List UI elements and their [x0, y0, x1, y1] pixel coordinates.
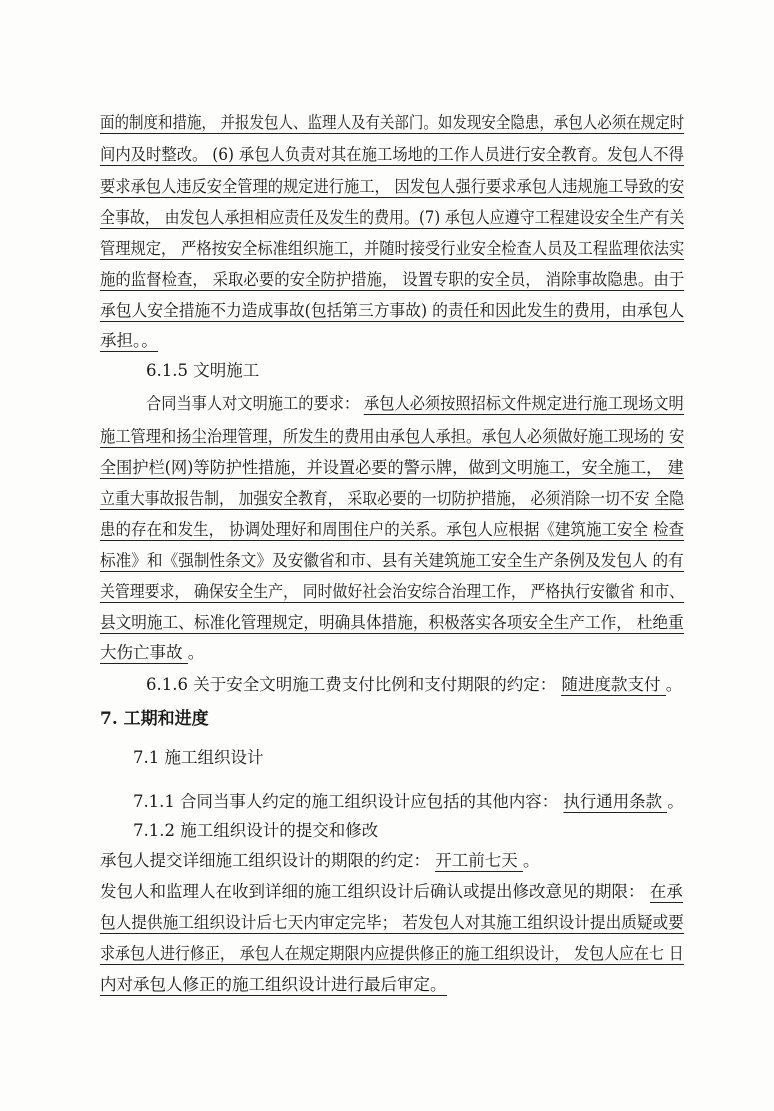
text-line: 患的存在和发生， 协调处理好和周围住户的关系。承包人应根据《建筑施工安全 检查 — [100, 520, 684, 539]
text-line: 要求承包人违反安全管理的规定进行施工， 因发包人强行要求承包人违规施工导致的安 — [100, 177, 685, 196]
text-line: 施工管理和扬尘治理管理，所发生的费用由承包人承担。承包人必须做好施工现场的 安 — [100, 427, 685, 446]
text-line: 承担。。 — [100, 331, 158, 350]
text-line: 6.1.6 关于安全文明施工费支付比例和支付期限的约定： 随进度款支付 。 — [146, 675, 683, 694]
text-line: 大伤亡事故 。 — [100, 643, 205, 662]
text-line: 立重大事故报告制， 加强安全教育， 采取必要的一切防护措施， 必须消除一切不安 全隐 — [100, 489, 684, 508]
text-line: 7.1.1 合同当事人约定的施工组织设计应包括的其他内容： 执行通用条款 。 — [133, 792, 684, 811]
text-line: 县文明施工、标准化管理规定，明确具体措施，积极落实各项安全生产工作， 杜绝重 — [100, 613, 684, 632]
text-line: 全围护栏(网)等防护性措施，并设置必要的警示牌，做到文明施工，安全施工， 建 — [100, 458, 684, 477]
text-line: 内对承包人修正的施工组织设计进行最后审定。 — [100, 975, 447, 994]
text-line: 间内及时整改。 (6) 承包人负责对其在施工场地的工作人员进行安全教育。发包人不得 — [100, 145, 684, 164]
text-line: 合同当事人对文明施工的要求： 承包人必须按照招标文件规定进行施工现场文明 — [146, 394, 684, 413]
text-line: 管理规定， 严格按安全标准组织施工，并随时接受行业安全检查人员及工程监理依法实 — [100, 239, 685, 258]
text-line: 包人提供施工组织设计后七天内审定完毕； 若发包人对其施工组织设计提出质疑或要 — [100, 913, 684, 932]
text-line: 承包人安全措施不力造成事故(包括第三方事故) 的责任和因此发生的费用，由承包人 — [100, 301, 685, 320]
section-heading: 6.1.5 文明施工 — [146, 361, 260, 380]
text-line: 施的监督检查， 采取必要的安全防护措施， 设置专职的安全员， 消除事故隐患。由于 — [100, 270, 685, 289]
text-line: 求承包人进行修正， 承包人在规定期限内应提供修正的施工组织设计， 发包人应在七 日 — [100, 944, 684, 963]
section-heading: 7.1.2 施工组织设计的提交和修改 — [133, 821, 379, 840]
text-line: 全事故， 由发包人承担相应责任及发生的费用。(7) 承包人应遵守工程建设安全生产有关 — [100, 208, 685, 227]
text-line: 关管理要求， 确保安全生产， 同时做好社会治安综合治理工作， 严格执行安徽省 和市、 — [100, 582, 684, 601]
text-line: 发包人和监理人在收到详细的施工组织设计后确认或提出修改意见的期限： 在承 — [100, 882, 683, 901]
text-line: 承包人提交详细施工组织设计的期限的约定： 开工前七天 。 — [100, 851, 540, 870]
chapter-heading: 7. 工期和进度 — [100, 709, 209, 729]
text-line: 标准》和《强制性条文》及安徽省和市、县有关建筑施工安全生产条例及发包人 的有 — [100, 551, 684, 570]
text-line: 面的制度和措施， 并报发包人、监理人及有关部门。如发现安全隐患，承包人必须在规定时 — [100, 113, 685, 132]
section-heading: 7.1 施工组织设计 — [133, 748, 264, 767]
